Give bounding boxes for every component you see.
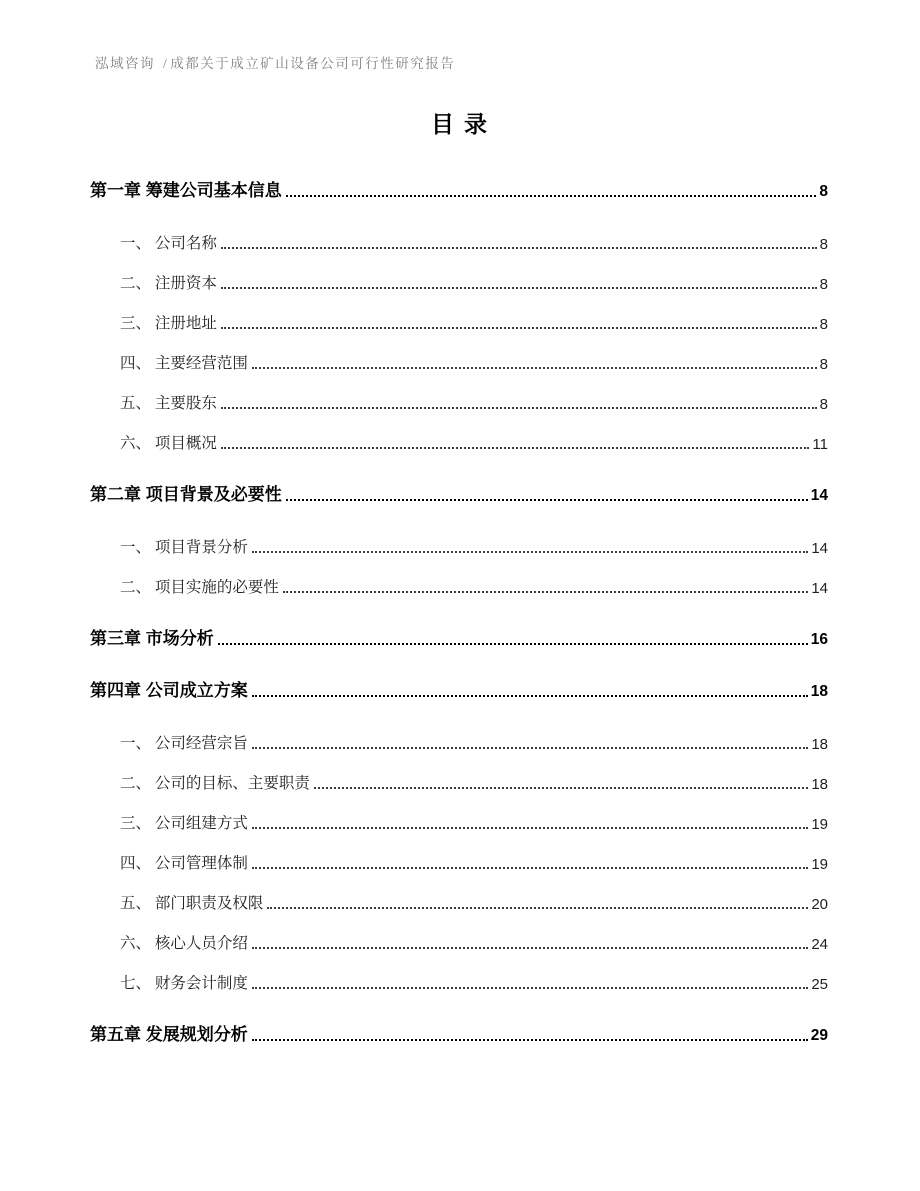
toc-entry[interactable] [90,609,828,649]
toc-entry-label: 二、 公司的目标、主要职责 [120,775,310,792]
toc-entry-label: 第二章 项目背景及必要性 [90,485,282,504]
toc-entry-page-number: 24 [811,936,828,953]
toc-dot-leader [283,591,808,593]
toc-entry-page-number: 8 [819,183,828,200]
toc-entry-page-number: 8 [819,276,828,293]
toc-entry-page-number: 11 [812,436,828,453]
toc-entry-page-number: 8 [819,396,828,413]
toc-dot-leader [221,287,817,289]
toc-entry[interactable] [90,517,828,557]
toc-dot-leader [221,407,817,409]
toc-entry-page-number: 14 [811,580,828,597]
toc-entry-label: 六、 核心人员介绍 [120,935,248,952]
toc-entry[interactable] [90,333,828,373]
toc-entry[interactable] [90,557,828,597]
toc-entry[interactable] [90,953,828,993]
toc-entry[interactable] [90,661,828,701]
toc-dot-leader [218,643,808,645]
toc-entry-page-number: 14 [811,540,828,557]
toc-entry-page-number: 19 [811,856,828,873]
toc-dot-leader [267,907,808,909]
toc-entry-page-number: 18 [811,736,828,753]
toc-dot-leader [252,1039,808,1041]
toc-entry-label: 第一章 筹建公司基本信息 [90,181,282,200]
toc-entry-page-number: 18 [810,683,828,700]
toc-entry[interactable] [90,753,828,793]
toc-entry-page-number: 14 [810,487,828,504]
toc-entry-page-number: 18 [811,776,828,793]
toc-dot-leader [314,787,808,789]
toc-entry-label: 三、 公司组建方式 [120,815,248,832]
toc-entry-label: 三、 注册地址 [120,315,217,332]
toc-entry-label: 一、 公司经营宗旨 [120,735,248,752]
toc-dot-leader [252,947,808,949]
toc-dot-leader [252,987,808,989]
toc-entry-label: 二、 项目实施的必要性 [120,579,279,596]
toc-dot-leader [252,747,808,749]
toc-entry[interactable] [90,161,828,201]
toc-dot-leader [221,247,817,249]
header-separator: / [163,56,169,71]
toc-entry-page-number: 29 [810,1027,828,1044]
toc-entry[interactable] [90,413,828,453]
toc-entry-label: 二、 注册资本 [120,275,217,292]
toc-entry-label: 七、 财务会计制度 [120,975,248,992]
toc-entry[interactable] [90,873,828,913]
toc-entry-page-number: 25 [811,976,828,993]
toc-entry[interactable] [90,253,828,293]
toc-entry-page-number: 8 [819,356,828,373]
toc-dot-leader [286,195,817,197]
toc-dot-leader [286,499,808,501]
header-doc-title: 成都关于成立矿山设备公司可行性研究报告 [170,56,456,71]
toc-entry[interactable] [90,293,828,333]
toc-entry-label: 五、 主要股东 [120,395,217,412]
toc-entry-label: 四、 公司管理体制 [120,855,248,872]
toc-entry[interactable] [90,913,828,953]
toc-entry[interactable] [90,213,828,253]
document-header [95,52,828,72]
toc-title: 目录 [431,112,497,137]
toc-dot-leader [252,827,808,829]
toc-list [90,161,828,1045]
header-brand: 泓域咨询 [95,56,155,71]
toc-entry-label: 一、 项目背景分析 [120,539,248,556]
toc-entry[interactable] [90,1005,828,1045]
toc-entry-label: 六、 项目概况 [120,435,217,452]
toc-dot-leader [221,447,810,449]
toc-entry[interactable] [90,833,828,873]
toc-entry-label: 五、 部门职责及权限 [120,895,264,912]
toc-entry[interactable] [90,793,828,833]
toc-dot-leader [252,551,808,553]
toc-dot-leader [252,695,808,697]
toc-dot-leader [252,867,808,869]
toc-entry-page-number: 16 [810,631,828,648]
toc-entry-label: 一、 公司名称 [120,235,217,252]
toc-entry-page-number: 8 [819,236,828,253]
toc-entry[interactable] [90,713,828,753]
toc-dot-leader [252,367,817,369]
toc-entry-page-number: 19 [811,816,828,833]
toc-entry-page-number: 20 [811,896,828,913]
toc-entry[interactable] [90,465,828,505]
toc-entry-label: 第三章 市场分析 [90,629,214,648]
toc-entry-label: 四、 主要经营范围 [120,355,248,372]
toc-entry-label: 第五章 发展规划分析 [90,1025,248,1044]
toc-dot-leader [221,327,817,329]
toc-entry-label: 第四章 公司成立方案 [90,681,248,700]
toc-entry[interactable] [90,373,828,413]
toc-entry-page-number: 8 [819,316,828,333]
